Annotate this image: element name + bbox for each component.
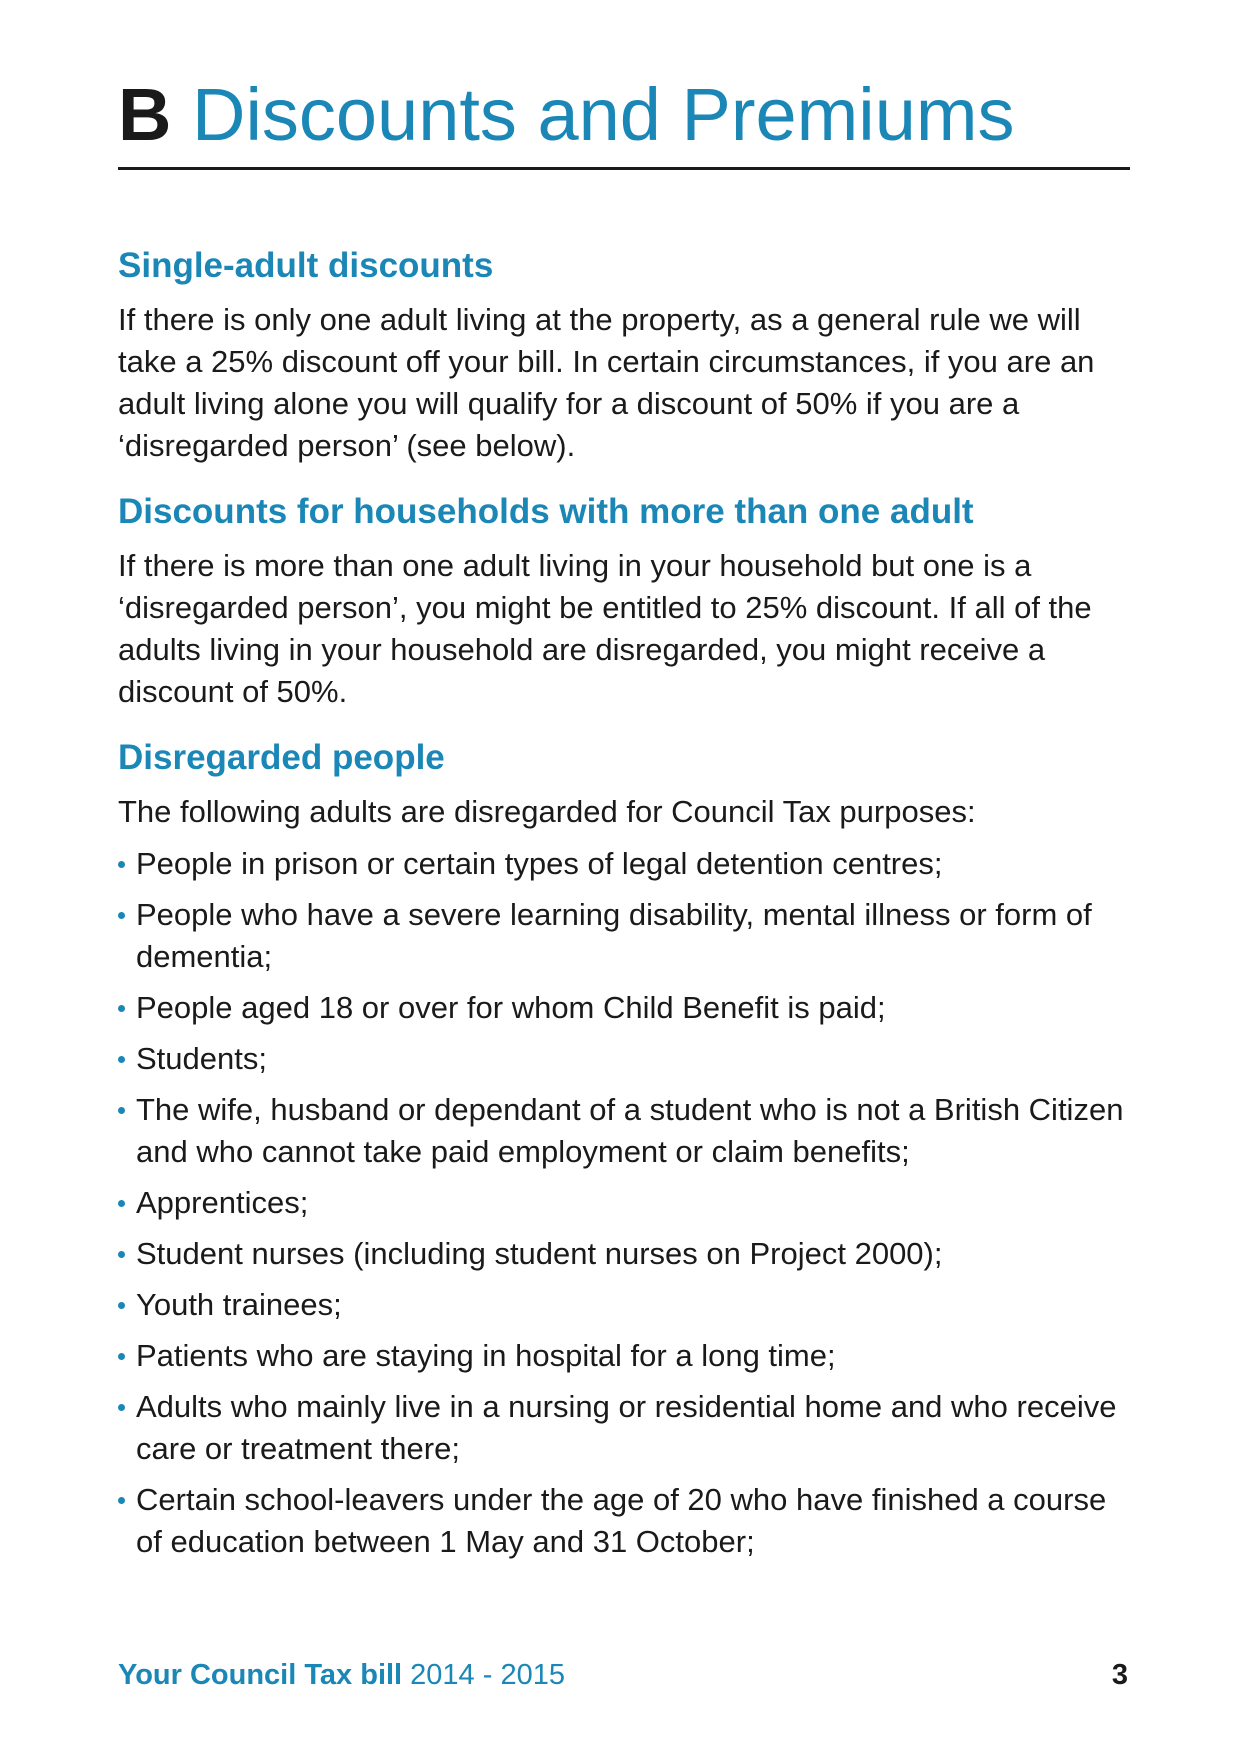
disregarded-section [118,735,1130,1563]
footer-year: 2014 - 2015 [410,1659,565,1691]
list-item [118,1038,1130,1080]
disregarded-heading: Disregarded people [118,738,445,777]
list-item-text: Adults who mainly live in a nursing or residential home and who receive care or treatment there; [136,1389,1117,1466]
section-letter: B [118,73,172,156]
list-item [118,1335,1130,1377]
bullet-icon [118,1200,125,1207]
list-item [118,1284,1130,1326]
bullet-icon [118,861,125,868]
bullet-icon [118,1404,125,1411]
bullet-icon [118,1302,125,1309]
title-divider [118,167,1130,170]
list-item [118,1089,1130,1173]
list-item-text: People in prison or certain types of legal detention centres; [136,846,943,881]
list-item-text: Patients who are staying in hospital for a long time; [136,1338,836,1373]
list-item-text: People who have a severe learning disability, mental illness or form of dementia; [136,897,1092,974]
list-item [118,843,1130,885]
list-item [118,1233,1130,1275]
list-item-text: Students; [136,1041,267,1076]
bullet-icon [118,1107,125,1114]
section-title: Discounts and Premiums [192,73,1015,156]
bullet-icon [118,1353,125,1360]
page-title [118,70,1015,160]
list-item-text: People aged 18 or over for whom Child Benefit is paid; [136,990,886,1025]
list-item [118,1479,1130,1563]
list-item [118,894,1130,978]
list-item-text: Certain school-leavers under the age of 20 who have finished a course of education between 1 May and 31 October; [136,1482,1107,1559]
list-item-text: Apprentices; [136,1185,309,1220]
disregarded-list [118,843,1130,1563]
single-adult-heading: Single-adult discounts [118,246,494,285]
bullet-icon [118,912,125,919]
households-section [118,489,1130,713]
document-page [118,0,1130,1759]
list-item [118,1182,1130,1224]
list-item [118,987,1130,1029]
list-item-text: Youth trainees; [136,1287,342,1322]
page-footer [118,1657,1130,1693]
list-item [118,1386,1130,1470]
footer-brand: Your Council Tax bill [118,1659,403,1691]
list-item-text: Student nurses (including student nurses on Project 2000); [136,1236,943,1271]
disregarded-intro: The following adults are disregarded for Council Tax purposes: [118,794,976,829]
single-adult-section [118,243,1130,467]
households-heading: Discounts for households with more than one adult [118,492,974,531]
bullet-icon [118,1251,125,1258]
households-body: If there is more than one adult living in your household but one is a ‘disregarded person’, you might be entitled to 25% discount. If all of the adults living in your household are disregarded, you might receive a discount of 50%. [118,548,1092,709]
bullet-icon [118,1497,125,1504]
bullet-icon [118,1056,125,1063]
page-number: 3 [1111,1659,1128,1691]
main-content [118,243,1130,1572]
list-item-text: The wife, husband or dependant of a student who is not a British Citizen and who cannot take paid employment or claim benefits; [136,1092,1124,1169]
bullet-icon [118,1005,125,1012]
single-adult-body: If there is only one adult living at the property, as a general rule we will take a 25% discount off your bill. In certain circumstances, if you are an adult living alone you will qualify for a discount of 50% if you are a ‘disregarded person’ (see below). [118,302,1095,463]
